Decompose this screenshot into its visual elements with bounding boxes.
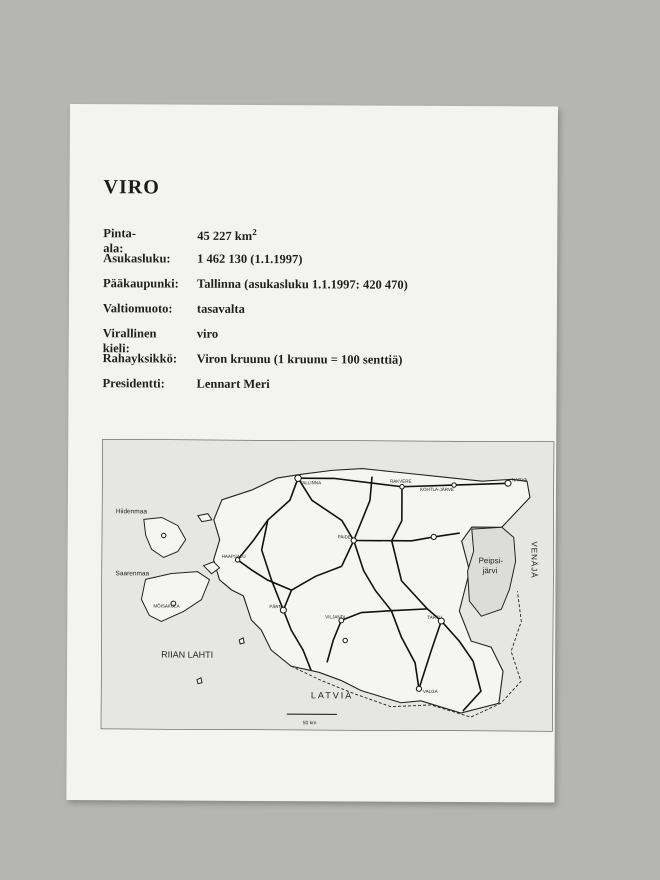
map-svg (101, 439, 555, 731)
label-tallinna: TALLINNA (300, 480, 322, 486)
area-unit-superscript: 2 (252, 226, 257, 237)
label-hiiumaa: Hiidenmaa (115, 508, 147, 516)
label-kohtla-jarve: KOHTLA-JÄRVE (419, 486, 454, 493)
fact-label: Pinta-ala: (103, 226, 137, 256)
label-valga: VALGA (422, 688, 438, 694)
label-narva: NARVA (512, 477, 528, 483)
label-parnu: PÄRNU (269, 604, 286, 610)
fact-label: Rahayksikkö: (102, 351, 178, 366)
label-tartu: TARTU (427, 614, 442, 620)
label-paide: PAIDE (337, 534, 351, 540)
document-page (66, 104, 558, 803)
fact-value: Tallinna (asukasluku 1.1.1997: 420 470) (197, 276, 408, 292)
fact-label: Presidentti: (102, 376, 165, 391)
label-peipus-line1: Peipsi- (478, 556, 504, 566)
label-peipus-line2: järvi (482, 566, 498, 576)
label-russia: VENÄJÄ (529, 541, 539, 579)
estonia-map (101, 439, 555, 731)
fact-label: Pääkaupunki: (103, 276, 179, 291)
label-kuressaare: MÕISAKÜLA (153, 603, 180, 609)
page-title: VIRO (103, 176, 160, 199)
label-latvia: LATVIA (310, 690, 354, 701)
fact-label: Virallinen kieli: (102, 326, 157, 356)
label-saaremaa: Saarenmaa (115, 570, 150, 578)
scale-label: 50 km (302, 720, 317, 727)
label-gulf-of-riga: RIIAN LAHTI (161, 649, 214, 660)
fact-list (102, 226, 408, 401)
fact-value: Viron kruunu (1 kruunu = 100 senttiä) (196, 351, 403, 367)
label-haapsalu: HAAPSALU (221, 553, 246, 559)
label-rakvere: RAKVERE (390, 478, 412, 484)
fact-label: Asukasluku: (103, 251, 171, 266)
fact-value: tasavalta (196, 301, 245, 316)
label-viljandi: VILJANDI (325, 614, 346, 620)
fact-value: Lennart Meri (196, 376, 270, 392)
fact-value: viro (196, 326, 219, 341)
fact-label: Valtiomuoto: (102, 301, 173, 316)
fact-value: 45 227 $km^2$ (197, 226, 257, 244)
fact-value: 1 462 130 (1.1.1997) (197, 251, 303, 267)
